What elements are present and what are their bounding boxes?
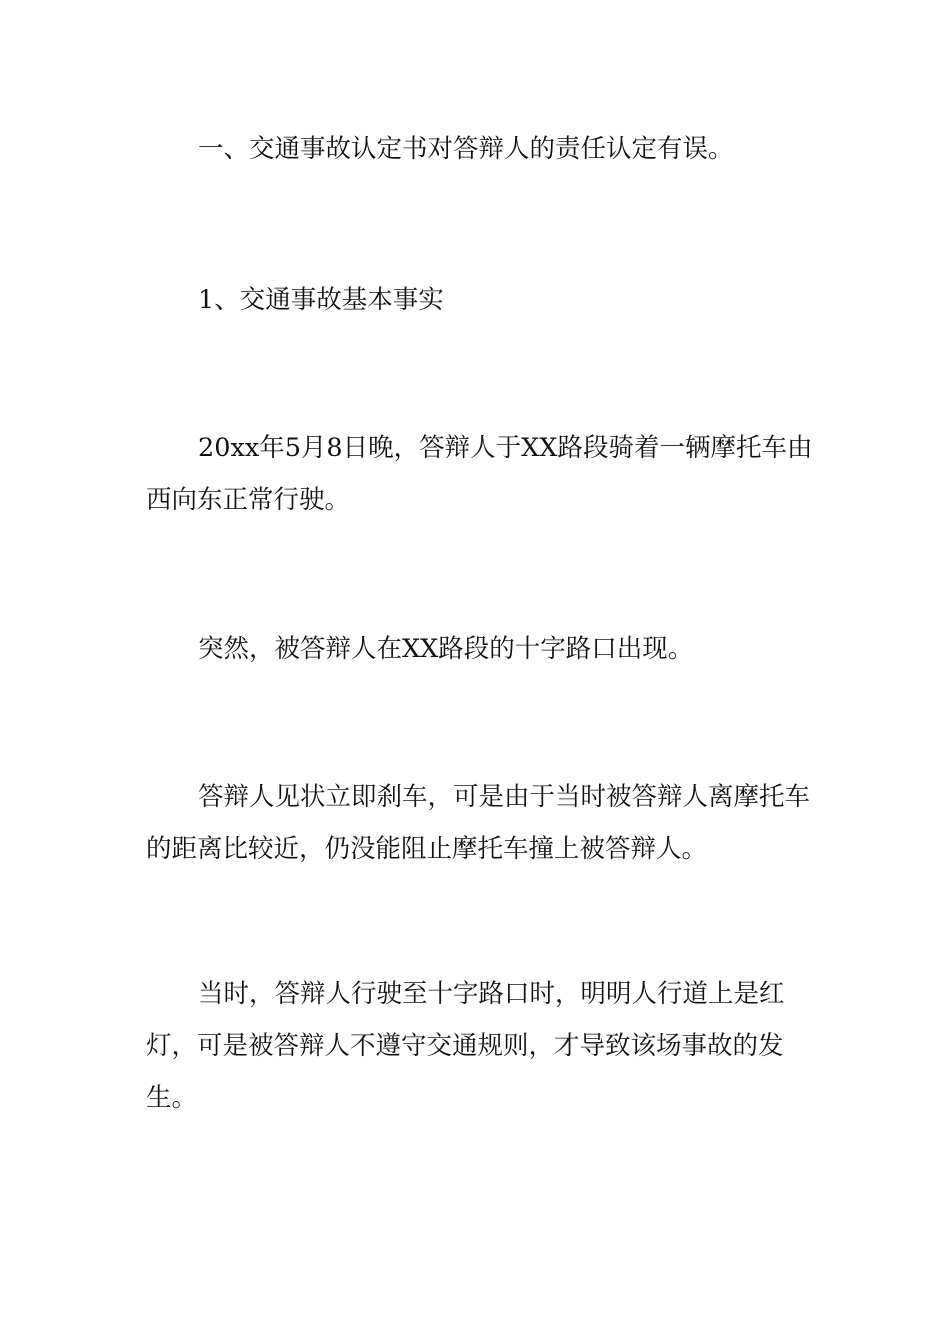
body-paragraph: 当时，答辩人行驶至十字路口时，明明人行道上是红灯，可是被答辩人不遵守交通规则，才导致该场事故的发生。 [146, 979, 785, 1113]
section-heading: 一、交通事故认定书对答辩人的责任认定有误。 [198, 134, 734, 164]
body-paragraph: 突然，被答辩人在XX路段的十字路口出现。 [198, 634, 694, 664]
body-paragraph: 20xx年5月8日晚，答辩人于XX路段骑着一辆摩托车由西向东正常行驶。 [146, 433, 813, 515]
body-paragraph: 答辩人见状立即刹车，可是由于当时被答辩人离摩托车的距离比较近，仍没能阻止摩托车撞上被答辩人。 [146, 782, 811, 864]
subsection-heading: 1、交通事故基本事实 [198, 285, 444, 315]
